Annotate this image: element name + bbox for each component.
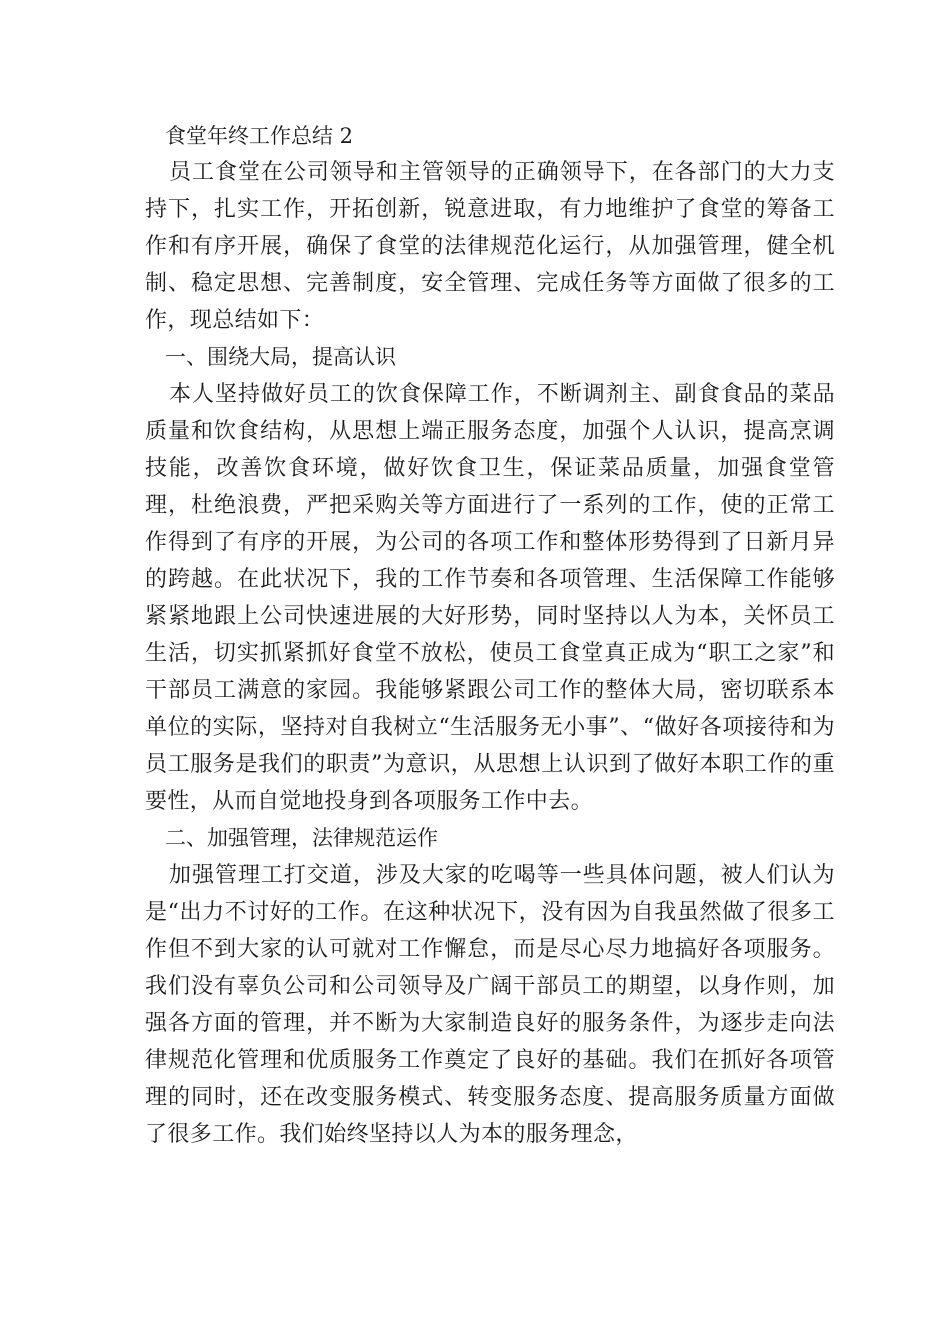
intro-paragraph: 员工食堂在公司领导和主管领导的正确领导下，在各部门的大力支持下，扎实工作，开拓创新，锐意进取，有力地维护了食堂的筹备工作和有序开展，确保了食堂的法律规范化运行，从加强管理，健全机制、稳定思想、完善制度，安全管理、完成任务等方面做了很多的工作，现总结如下：: [145, 160, 835, 333]
section-heading-1: 一、围绕大局，提高认识: [165, 345, 396, 369]
section-heading-2: 二、加强管理，法律规范运作: [165, 826, 438, 850]
section-2-paragraph: 加强管理工打交道，涉及大家的吃喝等一些具体问题，被人们认为是“出力不讨好的工作。在这种状况下，没有因为自我虽然做了很多工作但不到大家的认可就对工作懈怠，而是尽心尽力地搞好各项服务。我们没有辜负公司和公司领导及广阔干部员工的期望，以身作则，加强各方面的管理，并不断为大家制造良好的服务条件，为逐步走向法律规范化管理和优质服务工作奠定了良好的基础。我们在抓好各项管理的同时，还在改变服务模式、转变服务态度、提高服务质量方面做了很多工作。我们始终坚持以人为本的服务理念，: [145, 863, 835, 1147]
section-1-paragraph: 本人坚持做好员工的饮食保障工作，不断调剂主、副食食品的菜品质量和饮食结构，从思想上端正服务态度，加强个人认识，提高烹调技能，改善饮食环境，做好饮食卫生，保证菜品质量，加强食堂管理，杜绝浪费，严把采购关等方面进行了一系列的工作，使的正常工作得到了有序的开展，为公司的各项工作和整体形势得到了日新月异的跨越。在此状况下，我的工作节奏和各项管理、生活保障工作能够紧紧地跟上公司快速进展的大好形势，同时坚持以人为本，关怀员工生活，切实抓紧抓好食堂不放松，使员工食堂真正成为“职工之家”和干部员工满意的家园。我能够紧跟公司工作的整体大局，密切联系本单位的实际，坚持对自我树立“生活服务无小事”、“做好各项接待和为员工服务是我们的职责”为意识，从思想上认识到了做好本职工作的重要性，从而自觉地投身到各项服务工作中去。: [145, 382, 835, 814]
document-body: [145, 118, 835, 1153]
document-title: 食堂年终工作总结 2: [165, 124, 354, 148]
